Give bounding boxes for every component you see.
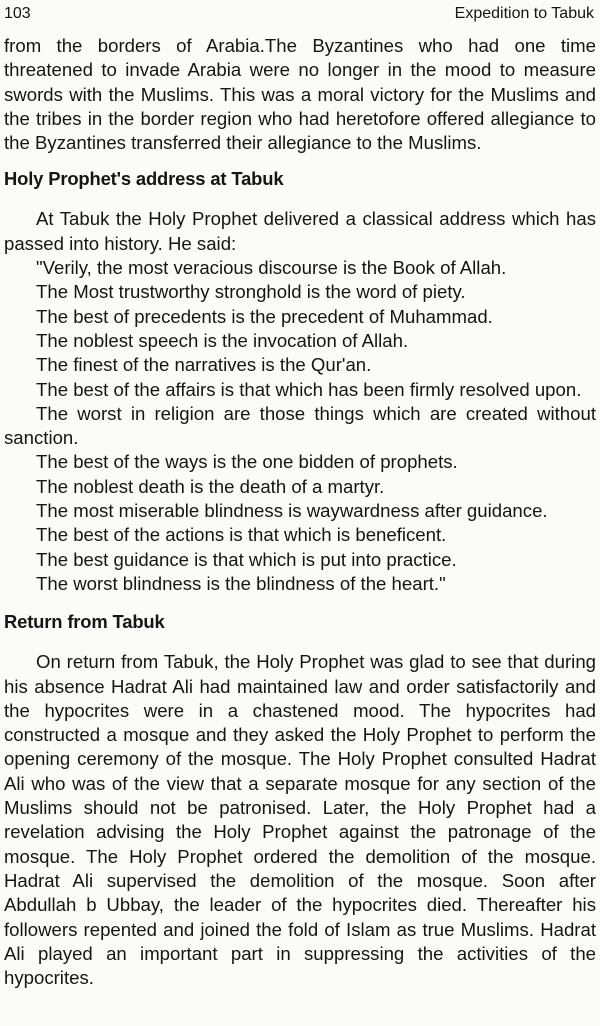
quote-line: The most miserable blindness is waywardness after guidance. [36,500,548,522]
quote-line: The worst in religion are those things which are created without sanction. [4,402,596,449]
quote-line: The best of the actions is that which is beneficent. [36,524,447,546]
quote-line: The best guidance is that which is put into practice. [36,548,457,570]
address-quote [4,256,596,596]
quote-line: The best of precedents is the precedent of Muhammad. [36,305,493,327]
return-paragraph: On return from Tabuk, the Holy Prophet was glad to see that during his absence Hadrat Ali had maintained law and order satisfactorily and the hypocrites were in a chastened mood. The hypocrites had constructed a mosque and they asked the Holy Prophet to perform the opening ceremony of the mosque. The Holy Prophet consulted Hadrat Ali who was of the view that a separate mosque for any section of the Muslims should not be patronised. Later, the Holy Prophet had a revelation advising the Holy Prophet against the patronage of the mosque. The Holy Prophet ordered the demolition of the mosque. Hadrat Ali supervised the demolition of the mosque. Soon after Abdullah b Ubbay, the leader of the hypocrites died. Thereafter his followers repented and joined the fold of Islam as true Muslims. Hadrat Ali played an important part in suppressing the activities of the hypocrites. [4,651,596,989]
quote-line: "Verily, the most veracious discourse is the Book of Allah. [36,257,507,279]
address-intro-paragraph: At Tabuk the Holy Prophet delivered a classical address which has passed into history. He said: [4,208,596,254]
quote-line: The best of the affairs is that which has been firmly resolved upon. [36,378,582,400]
section-heading-return: Return from Tabuk [4,611,165,633]
page-number: 103 [4,5,31,22]
quote-line: The best of the ways is the one bidden of prophets. [36,451,458,473]
page-header [0,0,600,28]
quote-line: The worst blindness is the blindness of the heart." [36,572,446,594]
opening-paragraph: from the borders of Arabia.The Byzantines who had one time threatened to invade Arabia were no longer in the mood to measure swords with the Muslims. This was a moral victory for the Muslims and the tribes in the border region who had heretofore offered allegiance to the Byzantines transferred their allegiance to the Muslims. [4,35,596,154]
quote-line: The Most trustworthy stronghold is the word of piety. [36,281,466,303]
quote-line: The noblest death is the death of a martyr. [36,475,385,497]
section-heading-address: Holy Prophet's address at Tabuk [4,168,284,190]
running-title: Expedition to Tabuk [454,5,594,22]
quote-line: The finest of the narratives is the Qur'an. [36,354,372,376]
quote-line: The noblest speech is the invocation of Allah. [36,329,409,351]
page-content [4,34,596,990]
